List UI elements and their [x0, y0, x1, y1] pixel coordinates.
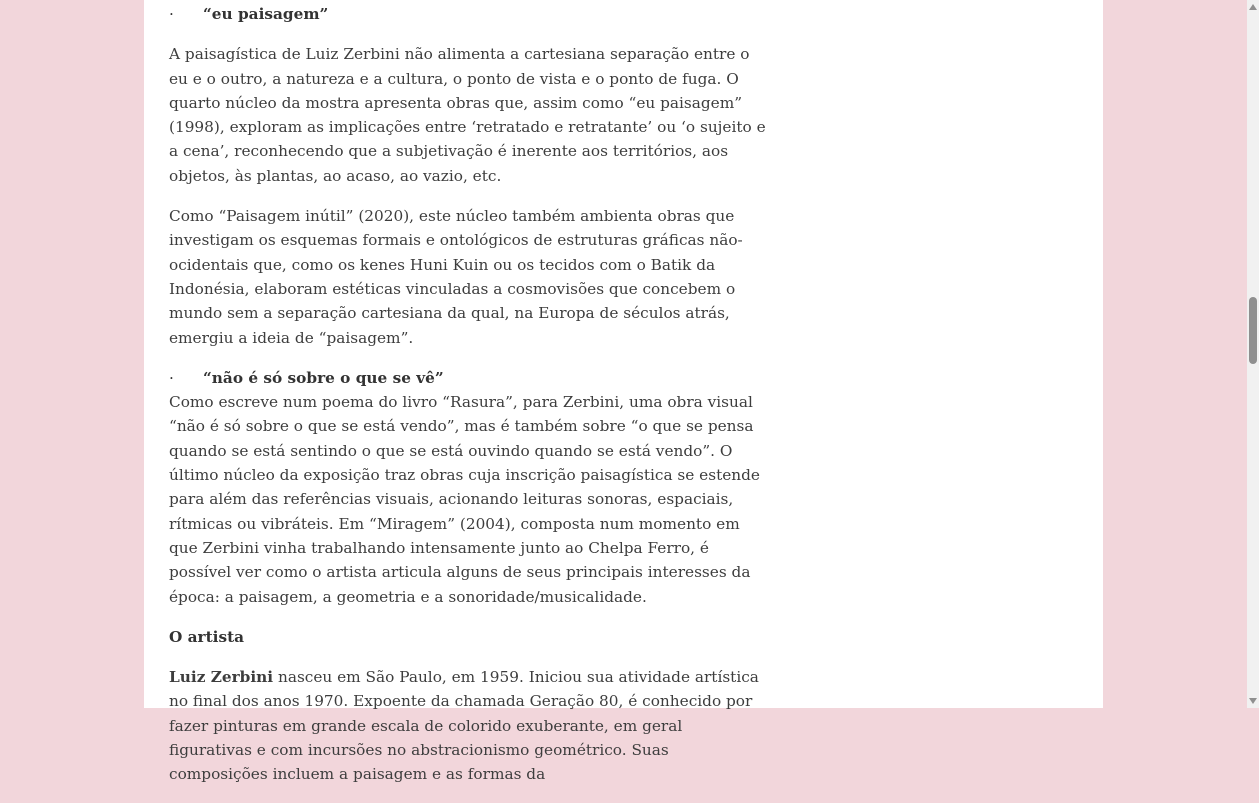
artist-name: Luiz Zerbini [169, 668, 274, 687]
paragraph: Como “Paisagem inútil” (2020), este núcleo também ambienta obras que investigam os esquemas formais e ontológicos de estruturas gráficas não-ocidentais que, como os kenes Huni Kuin ou os tecidos com o Batik da Indonésia, elaboram estéticas vinculadas a cosmovisões que concebem o mundo sem a separação cartesiana da qual, na Europa de séculos atrás, emergiu a ideia de “paisagem”. [169, 207, 743, 347]
bullet-dot: · [169, 5, 174, 23]
section-heading-nao-e-so [169, 366, 769, 390]
scrollbar-thumb[interactable] [1249, 297, 1257, 364]
article-content [169, 0, 769, 803]
scroll-down-arrow-icon[interactable] [1249, 698, 1257, 704]
bullet-dot: · [169, 368, 174, 387]
heading-artist: O artista [169, 627, 245, 646]
article-page [144, 0, 1103, 784]
section-heading-eu-paisagem [169, 2, 769, 26]
scroll-up-arrow-icon[interactable] [1249, 4, 1257, 10]
section-heading-label: “não é só sobre o que se vê” [203, 368, 444, 387]
section-heading-label: “eu paisagem” [203, 5, 329, 23]
artist-bio-text: nasceu em São Paulo, em 1959. Iniciou sua atividade artística no final dos anos 1970. Expoente da chamada Geração 80, é conhecido por fazer pinturas em grande escala de colorido exuberante, em geral figurativas e com incursões no abstracionismo geométrico. Suas composições incluem a paisagem e as formas da [169, 668, 759, 784]
paragraph: A paisagística de Luiz Zerbini não alimenta a cartesiana separação entre o eu e o outro, a natureza e a cultura, o ponto de vista e o ponto de fuga. O quarto núcleo da mostra apresenta obras que, assim como “eu paisagem” (1998), exploram as implicações entre ‘retratado e retratante’ ou ‘o sujeito e a cena’, reconhecendo que a subjetivação é inerente aos territórios, aos objetos, às plantas, ao acaso, ao vazio, etc. [169, 45, 766, 185]
paragraph: Como escreve num poema do livro “Rasura”, para Zerbini, uma obra visual “não é só sobre o que se está vendo”, mas é também sobre “o que se pensa quando se está sentindo o que se está ouvindo quando se está vendo”. O último núcleo da exposição traz obras cuja inscrição paisagística se estende para além das referências visuais, acionando leituras sonoras, espaciais, rítmicas ou vibráteis. Em “Miragem” (2004), composta num momento em que Zerbini vinha trabalhando intensamente junto ao Chelpa Ferro, é possível ver como o artista articula alguns de seus principais interesses da época: a paisagem, a geometria e a sonoridade/musicalidade. [169, 393, 760, 606]
vertical-scrollbar[interactable] [1247, 0, 1259, 708]
paragraph-artist-bio [169, 665, 769, 786]
